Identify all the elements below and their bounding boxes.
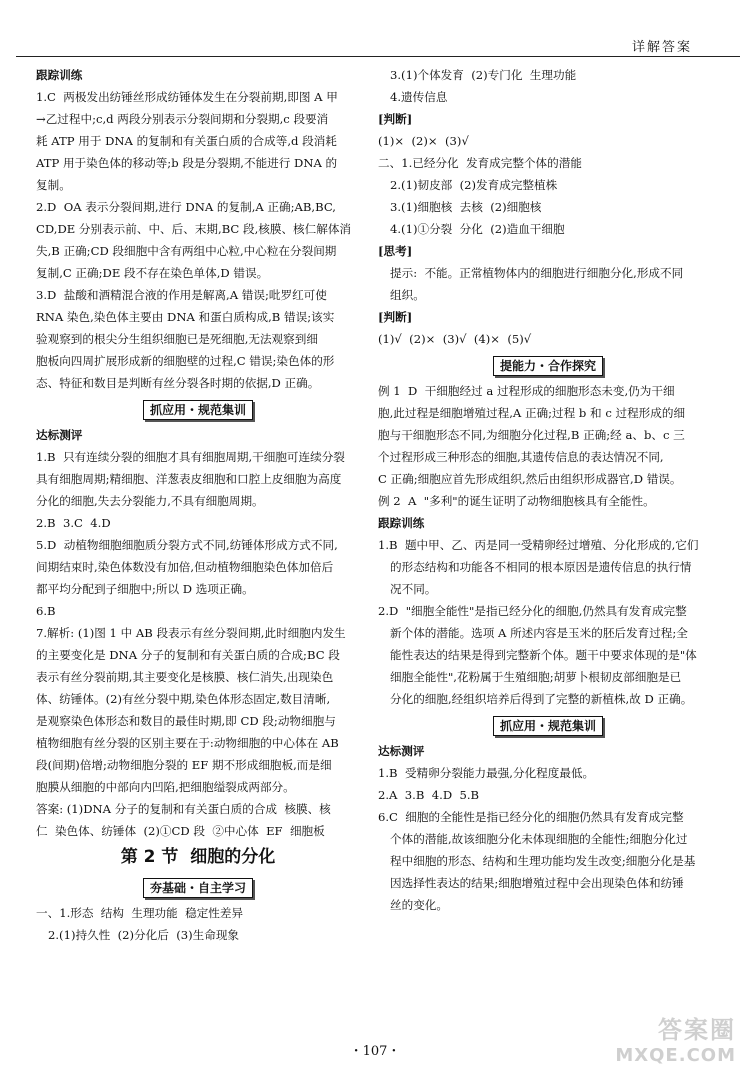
text-line: ATP 用于染色体的移动等;b 段是分裂期,不能进行 DNA 的 [36, 156, 338, 170]
answer-a1 [36, 446, 360, 512]
text-line: →乙过程中;c,d 两段分别表示分裂间期和分裂期,c 段要消 [36, 112, 329, 126]
text-line: 况不同。 [390, 582, 437, 596]
fill-answer-4: 4.遗传信息 [390, 90, 448, 104]
answer-q3 [36, 284, 360, 394]
text-line: CD,DE 分别表示前、中、后、末期,BC 段,核膜、核仁解体消 [36, 222, 352, 236]
tracking-answer-1 [378, 534, 718, 600]
answer-q1 [36, 86, 360, 196]
answer-a5 [36, 534, 360, 600]
section-banner: 抓应用・规范集训 [143, 400, 253, 420]
text-line: 能性表达的结果是得到完整新个体。题干中要求体现的是"体 [390, 648, 697, 662]
example-2: 例 2 A "多利"的诞生证明了动物细胞核具有全能性。 [378, 494, 655, 508]
header-rule [16, 56, 740, 57]
text-line: 2.D OA 表示分裂间期,进行 DNA 的复制,A 正确;AB,BC, [36, 200, 336, 214]
text-line: 体、纺锤体。(2)有丝分裂中期,染色体形态固定,数目清晰, [36, 692, 331, 706]
text-line: 具有细胞周期;精细胞、洋葱表皮细胞和口腔上皮细胞为高度 [36, 472, 342, 486]
text-line: 6.C 细胞的全能性是指已经分化的细胞仍然具有发育成完整 [378, 810, 684, 824]
judge-label: [ 判断 ] [378, 108, 412, 130]
watermark-text: 答案圈 [658, 1016, 736, 1044]
answer-a7 [36, 622, 360, 798]
text-line: 验观察到的根尖分生组织细胞已是死细胞,无法观察到细 [36, 332, 318, 346]
text-line: 失,B 正确;CD 段细胞中含有两组中心粒,中心粒在分裂间期 [36, 244, 337, 258]
fill-answer-7: 3.(1)细胞核 去核 (2)细胞核 [390, 200, 542, 214]
text-line: 新个体的潜能。选项 A 所述内容是玉米的胚后发育过程;全 [390, 626, 688, 640]
text-line: 的主要变化是 DNA 分子的复制和有关蛋白质的合成;BC 段 [36, 648, 340, 662]
text-line: 分化的细胞,失去分裂能力,不具有细胞周期。 [36, 494, 264, 508]
section-banner-wrap [36, 394, 360, 424]
text-line: 提示: 不能。正常植物体内的细胞进行细胞分化,形成不同 [390, 266, 684, 280]
hint-text [378, 262, 718, 306]
fill-answer-3: 3.(1)个体发育 (2)专门化 生理功能 [390, 68, 577, 82]
example-1 [378, 380, 718, 490]
fill-answer-8: 4.(1)①分裂 分化 (2)造血干细胞 [390, 222, 565, 236]
assessment-answer-6 [378, 806, 718, 916]
text-line: 分化的细胞,经组织培养后得到了完整的新植株,故 D 正确。 [390, 692, 693, 706]
text-line: 7.解析: (1)图 1 中 AB 段表示有丝分裂间期,此时细胞内发生 [36, 626, 346, 640]
assessment-answer-2: 2.A 3.B 4.D 5.B [378, 788, 480, 802]
think-label: [ 思考 ] [378, 240, 412, 262]
text-line: 胞与干细胞形态不同,为细胞分化过程,B 正确;经 a、b、c 三 [378, 428, 685, 442]
text-line: 复制,C 正确;DE 段不存在染色单体,D 错误。 [36, 266, 269, 280]
text-line: RNA 染色,染色体主要由 DNA 和蛋白质构成,B 错误;该实 [36, 310, 335, 324]
text-line: 1.B 只有连续分裂的细胞才具有细胞周期,干细胞可连续分裂 [36, 450, 345, 464]
text-line: 因选择性表达的结果;细胞增殖过程中会出现染色体和纺锤 [390, 876, 684, 890]
text-line: 丝的变化。 [390, 898, 448, 912]
section-banner-wrap [378, 350, 718, 380]
answer-q2 [36, 196, 360, 284]
text-line: 3.D 盐酸和酒精混合液的作用是解离,A 错误;吡罗红可使 [36, 288, 327, 302]
text-line: 植物细胞有丝分裂的区别主要在于:动物细胞的中心体在 AB [36, 736, 339, 750]
text-line: 复制。 [36, 178, 71, 192]
judge-label: [ 判断 ] [378, 306, 412, 328]
answer-a6: 6.B [36, 604, 56, 618]
left-column [36, 64, 360, 946]
text-line: 态、特征和数目是判断有丝分裂各时期的依据,D 正确。 [36, 376, 320, 390]
fill-answer-6: 2.(1)韧皮部 (2)发育成完整植株 [390, 178, 558, 192]
section-banner: 提能力・合作探究 [493, 356, 603, 376]
fill-answer-1: 一、1.形态 结构 生理功能 稳定性差异 [36, 906, 244, 920]
text-line: 个体的潜能,故该细胞分化未体现细胞的全能性;细胞分化过 [390, 832, 688, 846]
page-number: ・107・ [349, 1044, 401, 1059]
text-line: 2.D "细胞全能性"是指已经分化的细胞,仍然具有发育成完整 [378, 604, 687, 618]
text-line: 耗 ATP 用于 DNA 的复制和有关蛋白质的合成等,d 段消耗 [36, 134, 337, 148]
assessment-answer-1: 1.B 受精卵分裂能力最强,分化程度最低。 [378, 766, 595, 780]
section-banner-wrap [36, 872, 360, 902]
section-heading-assessment: 达标测评 [378, 744, 425, 758]
section-banner: 夯基础・自主学习 [143, 878, 253, 898]
text-line: 胞,此过程是细胞增殖过程,A 正确;过程 b 和 c 过程形成的细 [378, 406, 686, 420]
watermark-url: MXQE.COM [615, 1045, 736, 1066]
fill-answer-2: 2.(1)持久性 (2)分化后 (3)生命现象 [48, 928, 240, 942]
text-line: 细胞全能性",花粉属于生殖细胞;胡萝卜根韧皮部细胞是已 [390, 670, 682, 684]
text-line: 间期结束时,染色体数没有加倍,但动植物细胞染色体加倍后 [36, 560, 334, 574]
page-header [0, 0, 750, 56]
judge-answers: (1)× (2)× (3)√ [378, 134, 469, 148]
text-line: 是观察染色体形态和数目的最佳时期,即 CD 段;动物细胞与 [36, 714, 336, 728]
answer-a2: 2.B 3.C 4.D [36, 516, 111, 530]
text-line: 都平均分配到子细胞中;所以 D 选项正确。 [36, 582, 254, 596]
answer-a7-final [36, 798, 360, 842]
fill-answer-5: 二、1.已经分化 发育成完整个体的潜能 [378, 156, 582, 170]
text-line: 胞膜从细胞的中部向内凹陷,把细胞缢裂成两部分。 [36, 780, 295, 794]
text-line: 仁 染色体、纺锤体 (2)①CD 段 ②中心体 EF 细胞板 [36, 824, 325, 838]
text-line: 5.D 动植物细胞细胞质分裂方式不同,纺锤体形成方式不同, [36, 538, 338, 552]
text-line: 的形态结构和功能各不相同的根本原因是遗传信息的执行情 [390, 560, 692, 574]
judge-answers: (1)√ (2)× (3)√ (4)× (5)√ [378, 332, 532, 346]
section-heading-tracking: 跟踪训练 [36, 68, 83, 82]
text-line: 答案: (1)DNA 分子的复制和有关蛋白质的合成 核膜、核 [36, 802, 331, 816]
text-line: 段(间期)倍增;动物细胞分裂的 EF 期不形成细胞板,而是细 [36, 758, 332, 772]
text-line: 例 1 D 干细胞经过 a 过程形成的细胞形态未变,仍为干细 [378, 384, 675, 398]
section-heading-assessment: 达标测评 [36, 428, 83, 442]
text-line: 程中细胞的形态、结构和生理功能均发生改变;细胞分化是基 [390, 854, 696, 868]
text-line: 表示有丝分裂前期,其主要变化是核膜、核仁消失,出现染色 [36, 670, 334, 684]
right-column [378, 64, 718, 916]
watermark-logo [596, 1010, 736, 1072]
text-line: 个过程形成三种形态的细胞,其遗传信息的表达情况不同, [378, 450, 664, 464]
text-line: 组织。 [390, 288, 425, 302]
section-banner: 抓应用・规范集训 [493, 716, 603, 736]
header-title: 详解答案 [631, 40, 692, 55]
section-heading-tracking: 跟踪训练 [378, 516, 425, 530]
section-title: 第 2 节 细胞的分化 [120, 847, 276, 867]
text-line: 1.B 题中甲、乙、丙是同一受精卵经过增殖、分化形成的,它们 [378, 538, 699, 552]
text-line: C 正确;细胞应首先形成组织,然后由组织形成器官,D 错误。 [378, 472, 682, 486]
text-line: 胞板向四周扩展形成新的细胞壁的过程,C 错误;染色体的形 [36, 354, 335, 368]
tracking-answer-2 [378, 600, 718, 710]
section-banner-wrap [378, 710, 718, 740]
text-line: 1.C 两极发出纺锤丝形成纺锤体发生在分裂前期,即图 A 甲 [36, 90, 338, 104]
